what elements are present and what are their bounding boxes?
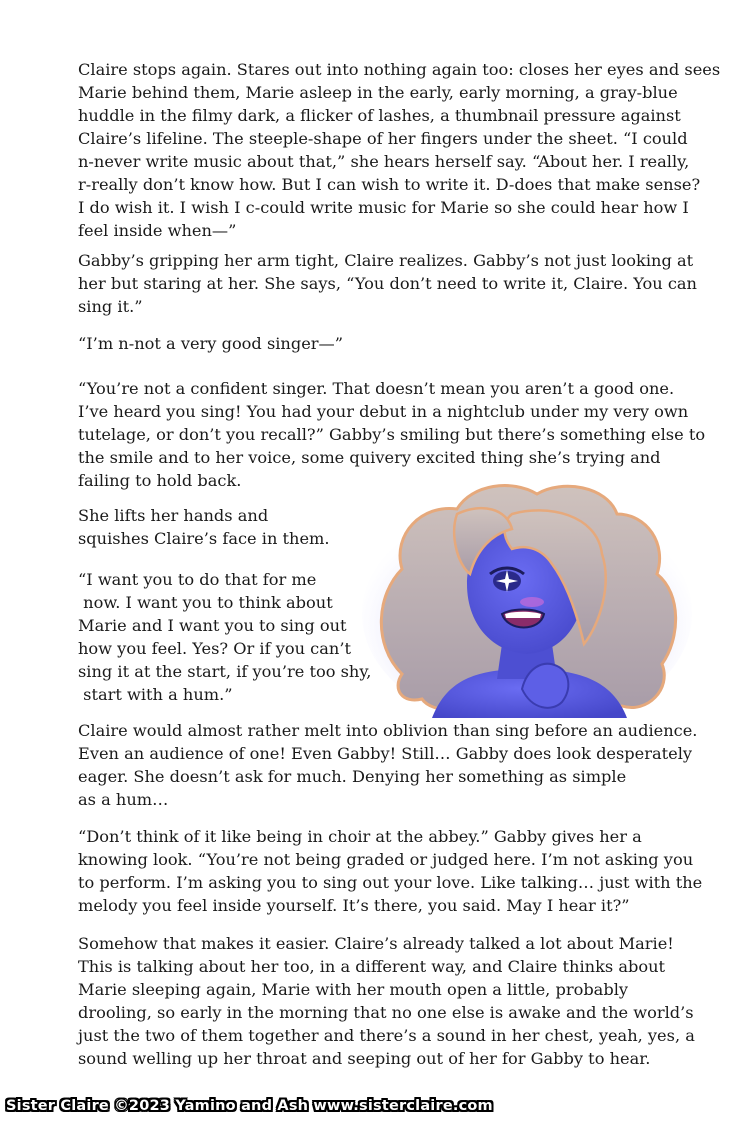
text-line: n-never write music about that,” she hears herself say. “About her. I really,	[78, 152, 690, 171]
text-line: squishes Claire’s face in them.	[78, 529, 330, 548]
text-line: drooling, so early in the morning that no one else is awake and the world’s	[78, 1003, 694, 1022]
text-line: her but staring at her. She says, “You don’t need to write it, Claire. You can	[78, 274, 697, 293]
text-line: how you feel. Yes? Or if you can’t	[78, 639, 351, 658]
text-line: sound welling up her throat and seeping out of her for Gabby to hear.	[78, 1049, 651, 1068]
text-line: This is talking about her too, in a different way, and Claire thinks about	[78, 957, 666, 976]
text-line: Marie sleeping again, Marie with her mouth open a little, probably	[78, 980, 629, 999]
text-line: “You’re not a confident singer. That doesn’t mean you aren’t a good one.	[78, 379, 675, 398]
text-line: feel inside when—”	[78, 221, 237, 240]
blush	[520, 597, 544, 607]
text-line: r-really don’t know how. But I can wish to write it. D-does that make sense?	[78, 175, 701, 194]
text-line: the smile and to her voice, some quivery excited thing she’s trying and	[78, 448, 661, 467]
text-line: Marie behind them, Marie asleep in the early, early morning, a gray-blue	[78, 83, 678, 102]
text-line: Somehow that makes it easier. Claire’s already talked a lot about Marie!	[78, 934, 674, 953]
text-line: as a hum…	[78, 790, 169, 809]
text-line: Claire’s lifeline. The steeple-shape of her fingers under the sheet. “I could	[78, 129, 688, 148]
text-line: sing it.”	[78, 297, 143, 316]
text-line: Gabby’s gripping her arm tight, Claire realizes. Gabby’s not just looking at	[78, 251, 694, 270]
text-line: sing it at the start, if you’re too shy,	[78, 662, 372, 681]
paragraph-9	[78, 932, 695, 1070]
text-line: melody you feel inside yourself. It’s there, you said. May I hear it?”	[78, 896, 630, 915]
text-line: Marie and I want you to sing out	[78, 616, 347, 635]
text-line: Claire would almost rather melt into oblivion than sing before an audience.	[78, 721, 698, 740]
text-line: to perform. I’m asking you to sing out your love. Like talking… just with the	[78, 873, 703, 892]
text-line: “I want you to do that for me	[78, 570, 317, 589]
footer-credit: Sister Claire ©2023 Yamino and Ash www.sisterclaire.com	[6, 1098, 493, 1114]
text-line: I’ve heard you sing! You had your debut in a nightclub under my very own	[78, 402, 689, 421]
text-line: huddle in the filmy dark, a flicker of lashes, a thumbnail pressure against	[78, 106, 681, 125]
text-line: tutelage, or don’t you recall?” Gabby’s smiling but there’s something else to	[78, 425, 706, 444]
text-line: Even an audience of one! Even Gabby! Still… Gabby does look desperately	[78, 744, 693, 763]
paragraph-8	[78, 825, 703, 917]
text-line: now. I want you to think about	[78, 593, 333, 612]
text-line: Claire stops again. Stares out into nothing again too: closes her eyes and sees	[78, 60, 721, 79]
text-line: I do wish it. I wish I c-could write music for Marie so she could hear how I	[78, 198, 689, 217]
text-line: just the two of them together and there’s a sound in her chest, yeah, yes, a	[78, 1026, 695, 1045]
text-line: eager. She doesn’t ask for much. Denying her something as simple	[78, 767, 627, 786]
text-line: She lifts her hands and	[78, 506, 269, 525]
paragraph-3	[78, 332, 688, 355]
paragraph-6	[78, 568, 378, 706]
text-line: start with a hum.”	[78, 685, 233, 704]
paragraph-5	[78, 504, 378, 550]
text-line: “I’m n-not a very good singer—”	[78, 334, 343, 353]
text-line: knowing look. “You’re not being graded or judged here. I’m not asking you	[78, 850, 694, 869]
paragraph-7	[78, 719, 698, 811]
paragraph-2	[78, 249, 697, 318]
text-line: “Don’t think of it like being in choir at the abbey.” Gabby gives her a	[78, 827, 642, 846]
text-line: failing to hold back.	[78, 471, 242, 490]
paragraph-1	[78, 58, 721, 242]
gabby-portrait-illustration	[362, 474, 692, 718]
